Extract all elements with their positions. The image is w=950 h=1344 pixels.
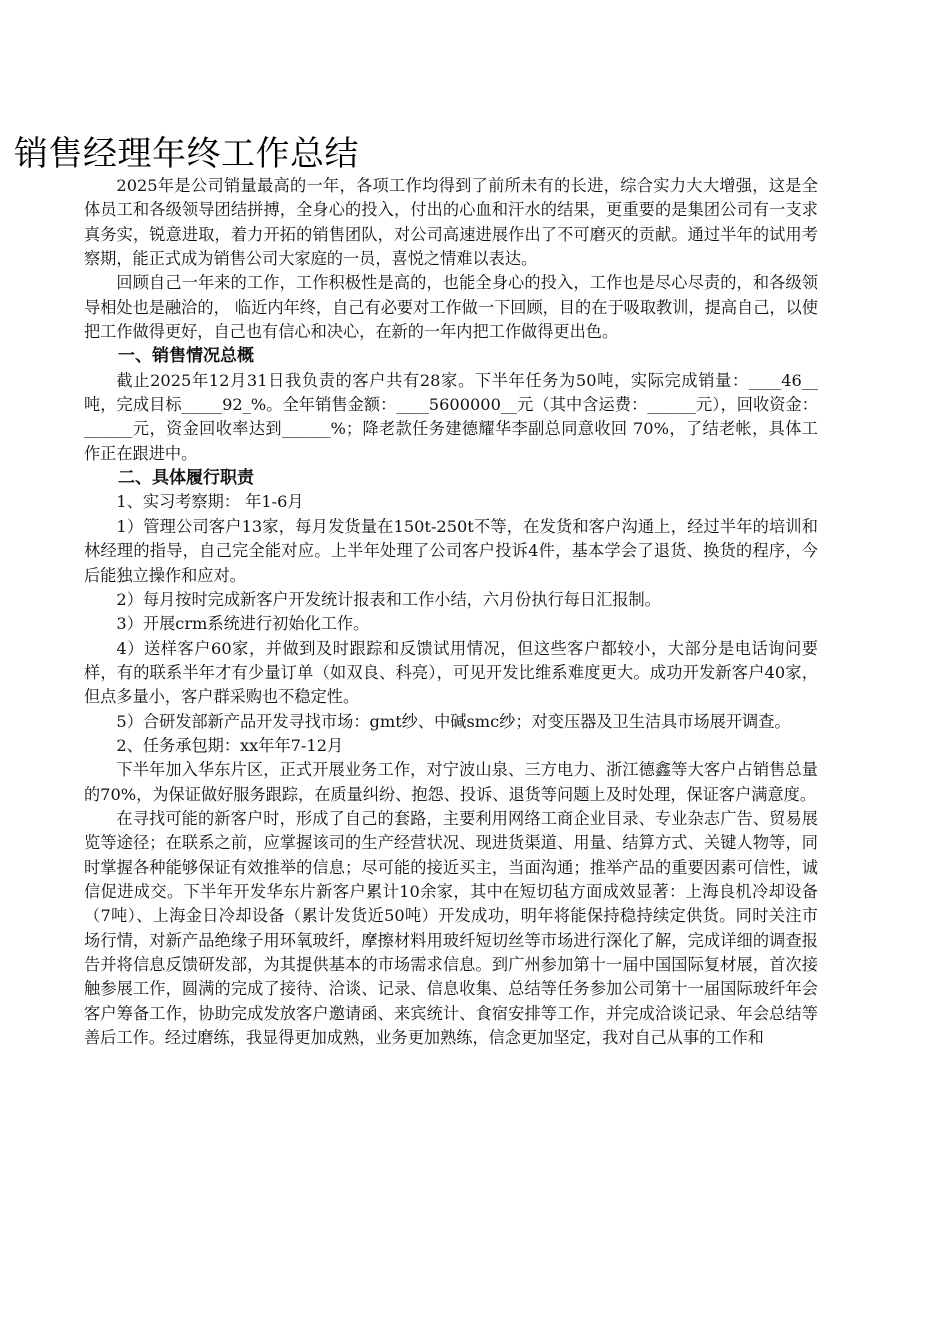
document-title: 销售经理年终工作总结	[14, 134, 359, 174]
paragraph-east-china: 下半年加入华东片区，正式开展业务工作，对宁波山泉、三方电力、浙江德鑫等大客户占销售总量的70%，为保证做好服务跟踪，在质量纠纷、抱怨、投诉、退货等问题上及时处理，保证客户满意度。	[84, 760, 818, 804]
document-body	[84, 174, 818, 1050]
paragraph-sales: 截止2025年12月31日我负责的客户共有28家。下半年任务为50吨，实际完成销量：____46__吨，完成目标_____92_%。全年销售金额：____5600000__元（其中含运费：______元），回收资金：______元，资金回收率达到______%；降老款任务建德耀华李副总同意收回 70%，了结老帐，具体工作正在跟进中。	[84, 370, 818, 463]
list-item-3: 3）开展crm系统进行初始化工作。	[116, 614, 370, 634]
section-heading-duties: 二、具体履行职责	[118, 468, 254, 489]
section-heading-sales: 一、销售情况总概	[118, 346, 254, 367]
list-item-1: 1）管理公司客户13家，每月发货量在150t-250t不等，在发货和客户沟通上，经过半年的培训和林经理的指导，自己完全能对应。上半年处理了公司客户投诉4件，基本学会了退货、换货的程序，今后能独立操作和应对。	[84, 516, 818, 585]
list-item-4: 4）送样客户60家，并做到及时跟踪和反馈试用情况，但这些客户都较小，大部分是电话询问要样，有的联系半年才有少量订单（如双良、科亮），可见开发比维系难度更大。成功开发新客户40家，但点多量小，客户群采购也不稳定性。	[84, 638, 818, 707]
paragraph-new-customers: 在寻找可能的新客户时，形成了自己的套路，主要利用网络工商企业目录、专业杂志广告、贸易展览等途径；在联系之前，应掌握该司的生产经营状况、现进货渠道、用量、结算方式、关键人物等，同时掌握各种能够保证有效推举的信息；尽可能的接近买主，当面沟通；推举产品的重要因素可信性，诚信促进成交。下半年开发华东片新客户累计10余家，其中在短切毡方面成效显著：上海良机冷却设备（7吨）、上海金日冷却设备（累计发货近50吨）开发成功，明年将能保持稳持续定供货。同时关注市场行情，对新产品绝缘子用环氧玻纤，摩擦材料用玻纤短切丝等市场进行深化了解，完成详细的调查报告并将信息反馈研发部，为其提供基本的市场需求信息。到广州参加第十一届中国国际复材展，首次接触参展工作，圆满的完成了接待、洽谈、记录、信息收集、总结等任务参加公司第十一届国际玻纤年会客户筹备工作，协助完成发放客户邀请函、来宾统计、食宿安排等工作，并完成洽谈记录、年会总结等善后工作。经过磨练，我显得更加成熟，业务更加熟练，信念更加坚定，我对自己从事的工作和	[84, 808, 818, 1048]
paragraph-review: 回顾自己一年来的工作，工作积极性是高的，也能全身心的投入，工作也是尽心尽责的，和各级领导相处也是融洽的， 临近内年终，自己有必要对工作做一下回顾，目的在于吸取教训，提高自己，以使把工作做得更好，自己也有信心和决心，在新的一年内把工作做得更出色。	[84, 273, 818, 342]
list-item-5: 5）合研发部新产品开发寻找市场：gmt纱、中碱smc纱；对变压器及卫生洁具市场展开调查。	[116, 711, 791, 731]
subheading-contract: 2、任务承包期：xx年年7-12月	[116, 735, 344, 755]
paragraph-intro: 2025年是公司销量最高的一年，各项工作均得到了前所未有的长进，综合实力大大增强，这是全体员工和各级领导团结拼搏，全身心的投入，付出的心血和汗水的结果，更重要的是集团公司有一支求真务实，锐意进取，着力开拓的销售团队，对公司高速进展作出了不可磨灭的贡献。通过半年的试用考察期，能正式成为销售公司大家庭的一员，喜悦之情难以表达。	[84, 176, 818, 269]
list-item-2: 2）每月按时完成新客户开发统计报表和工作小结，六月份执行每日汇报制。	[116, 589, 661, 609]
subheading-internship: 1、实习考察期： 年1-6月	[116, 492, 304, 512]
